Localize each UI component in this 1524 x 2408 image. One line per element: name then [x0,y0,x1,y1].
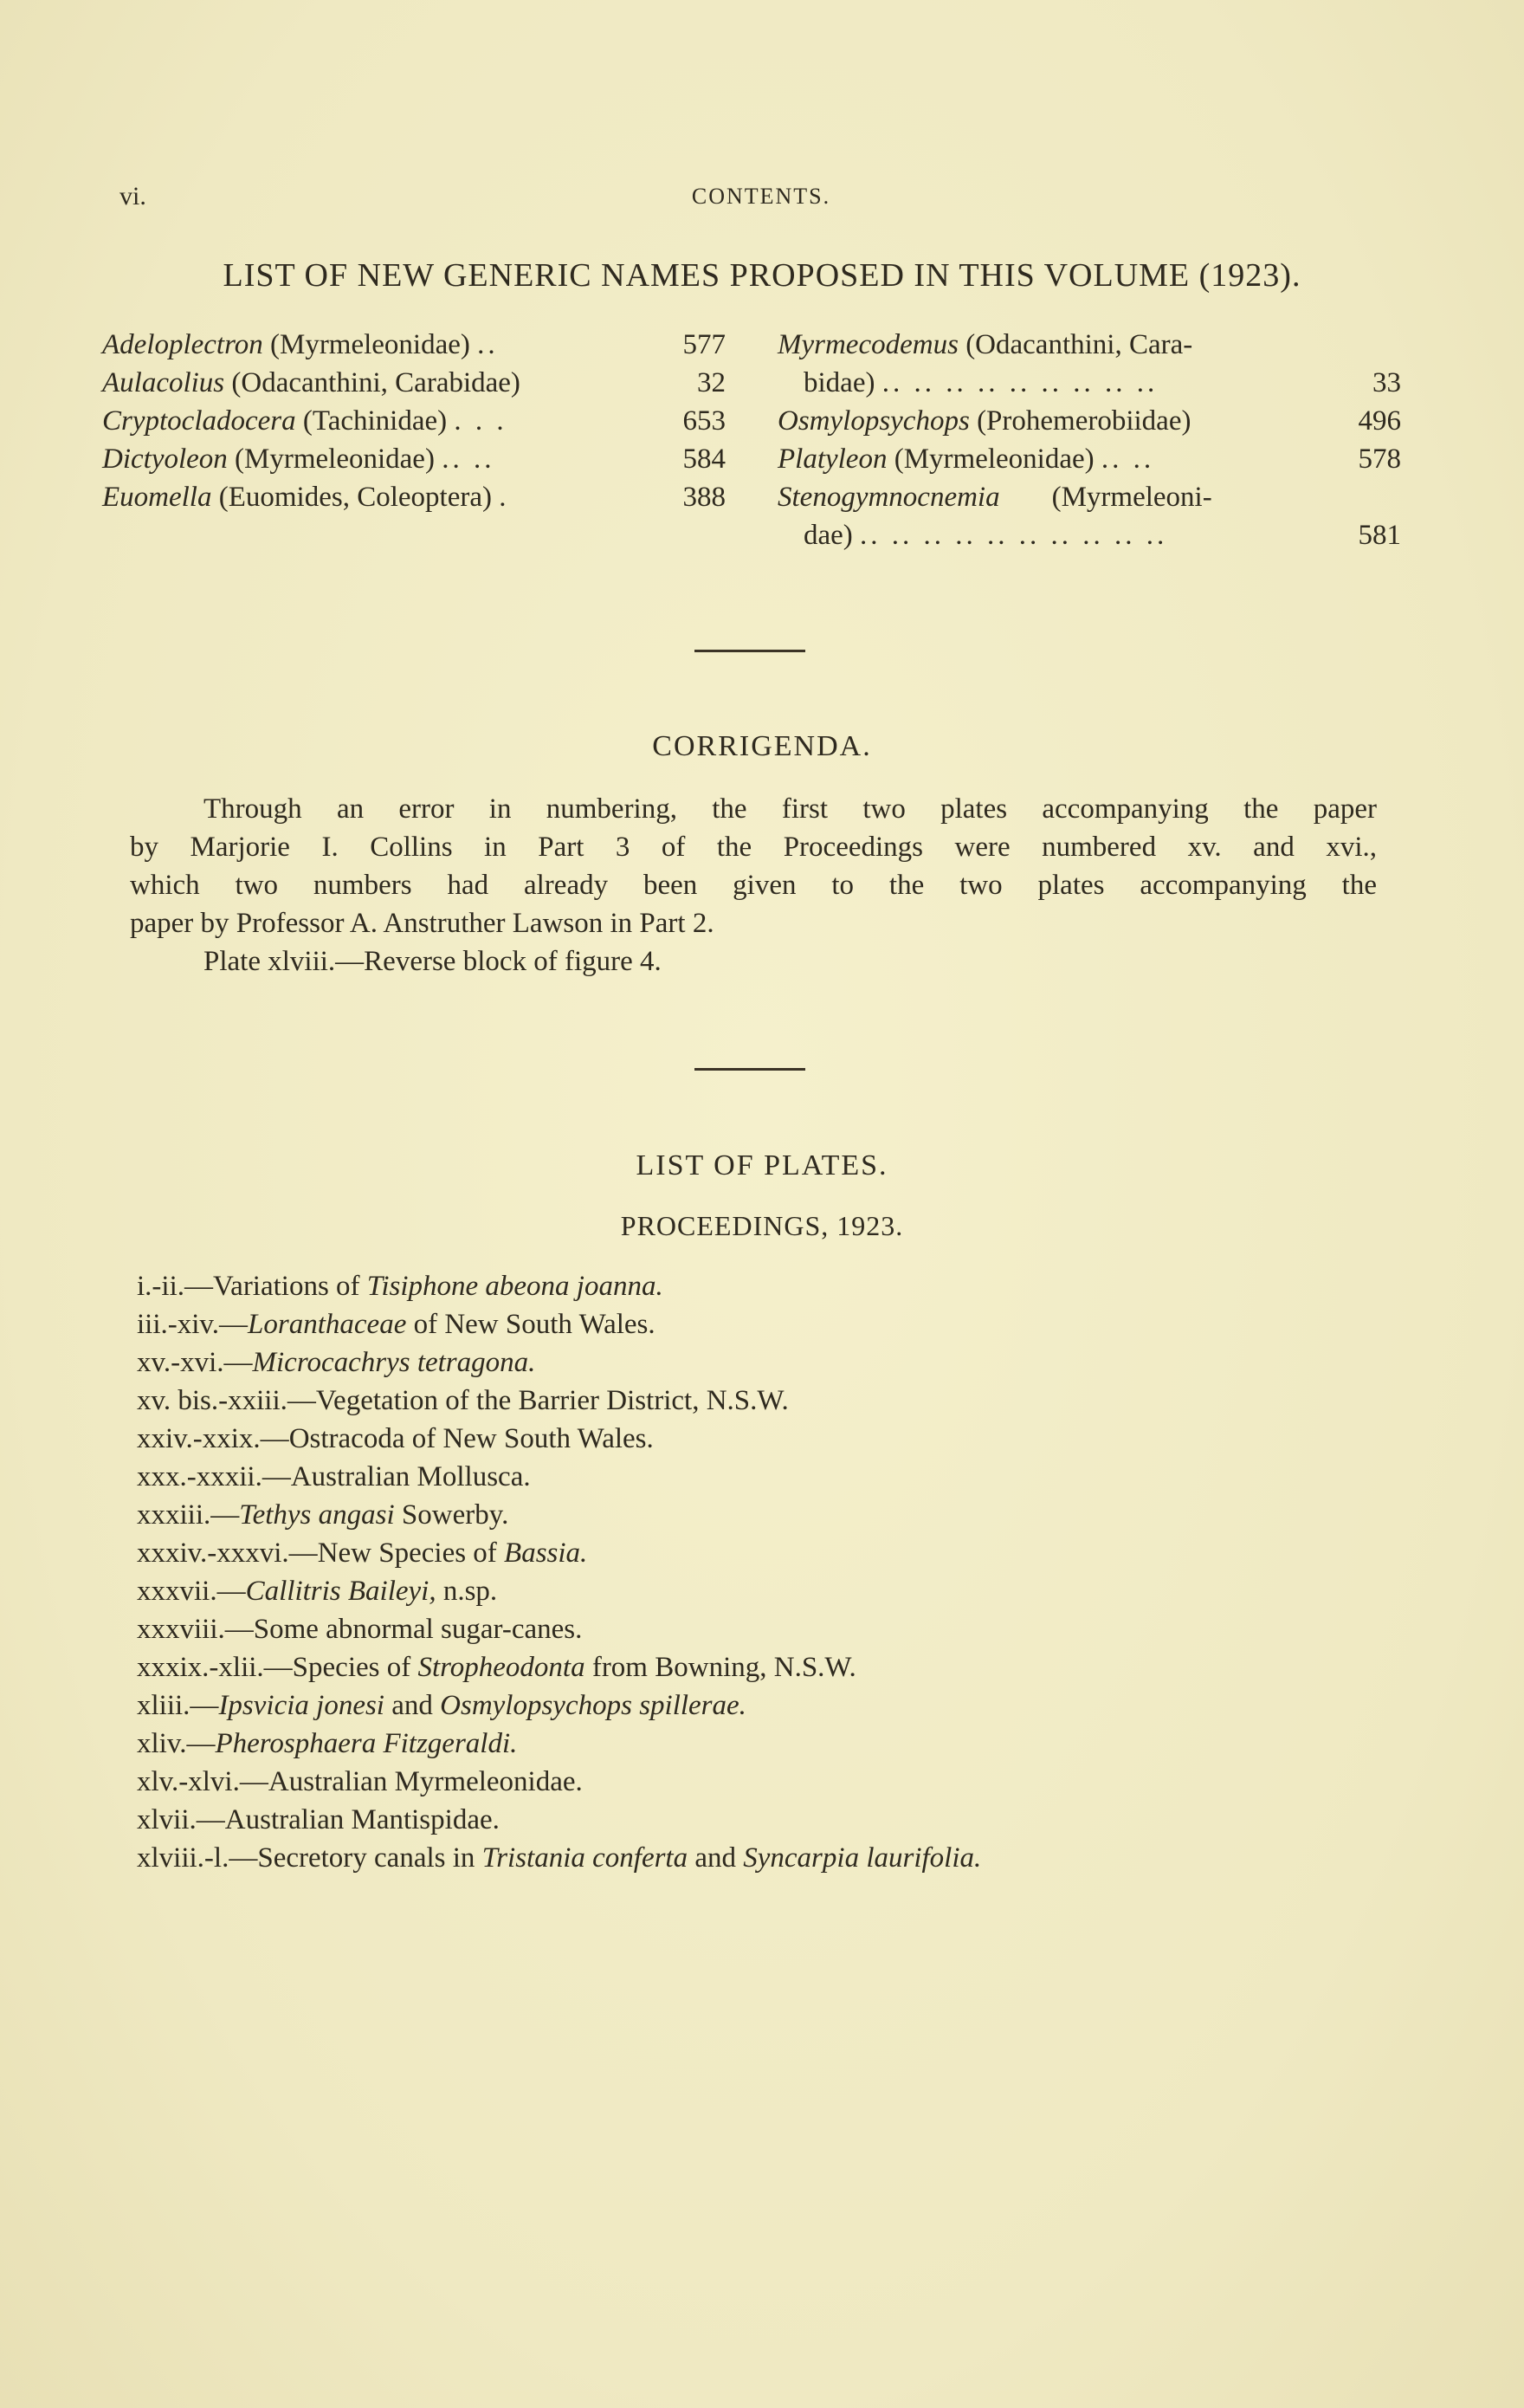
plate-entry: xlv.-xlvi.—Australian Myrmeleonidae. [137,1766,583,1797]
page-header [119,182,1403,217]
corrigenda-body [130,790,1377,981]
page-ref: 496 [1358,405,1401,437]
generic-name-entry: Adeloplectron (Myrmeleonidae) .. 577 [102,326,726,364]
corrigenda-line: which two numbers had already been given to the two plates accompanying the [130,870,1377,901]
generic-name-entry: Dictyoleon (Myrmeleonidae) .. .. 584 [102,440,726,478]
page-ref: 584 [682,443,726,475]
plate-entry: xxxviii.—Some abnormal sugar-canes. [137,1614,583,1645]
section-divider [694,1068,805,1071]
generic-name-entry-continued: dae) .. .. .. .. .. .. .. .. .. .. 581 [778,516,1401,554]
plate-entry: xliii.—Ipsvicia jonesi and Osmylopsychops spillerae. [137,1690,746,1721]
section-divider [694,650,805,652]
corrigenda-line: paper by Professor A. Anstruther Lawson in Part 2. [130,908,714,939]
generic-name-entry: Cryptocladocera (Tachinidae) . . . 653 [102,402,726,440]
proceedings-subtitle: PROCEEDINGS, 1923. [620,1210,904,1241]
plate-entry: xliv.—Pherosphaera Fitzgeraldi. [137,1728,518,1759]
plate-entry: xxxiv.-xxxvi.—New Species of Bassia. [137,1537,588,1569]
generic-name-entry: Myrmecodemus (Odacanthini, Cara- [778,329,1193,360]
page-ref: 578 [1358,443,1401,475]
page-ref: 577 [682,329,726,360]
plate-entry: xv.-xvi.—Microcachrys tetragona. [137,1347,536,1378]
plate-entry: xxiv.-xxix.—Ostracoda of New South Wales. [137,1423,654,1454]
generic-name-entry: Stenogymnocnemia (Myrmeleoni- [778,482,1212,513]
plate-entry: xxxvii.—Callitris Baileyi, n.sp. [137,1576,498,1607]
corrigenda-plate-note: Plate xlviii.—Reverse block of figure 4. [203,946,662,977]
corrigenda-title: CORRIGENDA. [652,730,872,762]
generic-names-left-column [102,326,726,516]
plate-entry: xlvii.—Australian Mantispidae. [137,1804,500,1835]
plates-list [137,1267,1436,1877]
corrigenda-line: Through an error in numbering, the first two plates accompanying the paper [203,793,1377,825]
plate-entry: xv. bis.-xxiii.—Vegetation of the Barrier District, N.S.W. [137,1385,789,1416]
generic-name-entry: Platyleon (Myrmeleonidae) .. .. 578 [778,440,1401,478]
generic-name-entry: Euomella (Euomides, Coleoptera) . 388 [102,478,726,516]
corrigenda-line: by Marjorie I. Collins in Part 3 of the Proceedings were numbered xv. and xvi., [130,832,1377,863]
plates-title: LIST OF PLATES. [636,1149,888,1181]
plate-entry: xxxiii.—Tethys angasi Sowerby. [137,1499,509,1531]
page-ref: 33 [1372,367,1401,398]
page-ref: 581 [1358,520,1401,551]
plate-entry: xxxix.-xlii.—Species of Stropheodonta from Bowning, N.S.W. [137,1652,856,1683]
generic-name-entry: Osmylopsychops (Prohemerobiidae) 496 [778,402,1401,440]
generic-names-right-column [778,326,1401,554]
page-ref: 388 [682,482,726,513]
page-number: vi. [119,182,146,210]
page-ref: 653 [682,405,726,437]
running-title: CONTENTS. [691,184,831,209]
generic-names-title: LIST OF NEW GENERIC NAMES PROPOSED IN THIS VOLUME (1923). [223,257,1301,294]
page-ref: 32 [697,367,726,398]
plate-entry: iii.-xiv.—Loranthaceae of New South Wales. [137,1309,655,1340]
generic-name-entry: Aulacolius (Odacanthini, Carabidae) 32 [102,364,726,402]
plate-entry: i.-ii.—Variations of Tisiphone abeona joanna. [137,1271,663,1302]
generic-name-entry-continued: bidae) .. .. .. .. .. .. .. .. .. 33 [778,364,1401,402]
plate-entry: xlviii.-l.—Secretory canals in Tristania conferta and Syncarpia laurifolia. [137,1842,982,1874]
plate-entry: xxx.-xxxii.—Australian Mollusca. [137,1461,531,1492]
